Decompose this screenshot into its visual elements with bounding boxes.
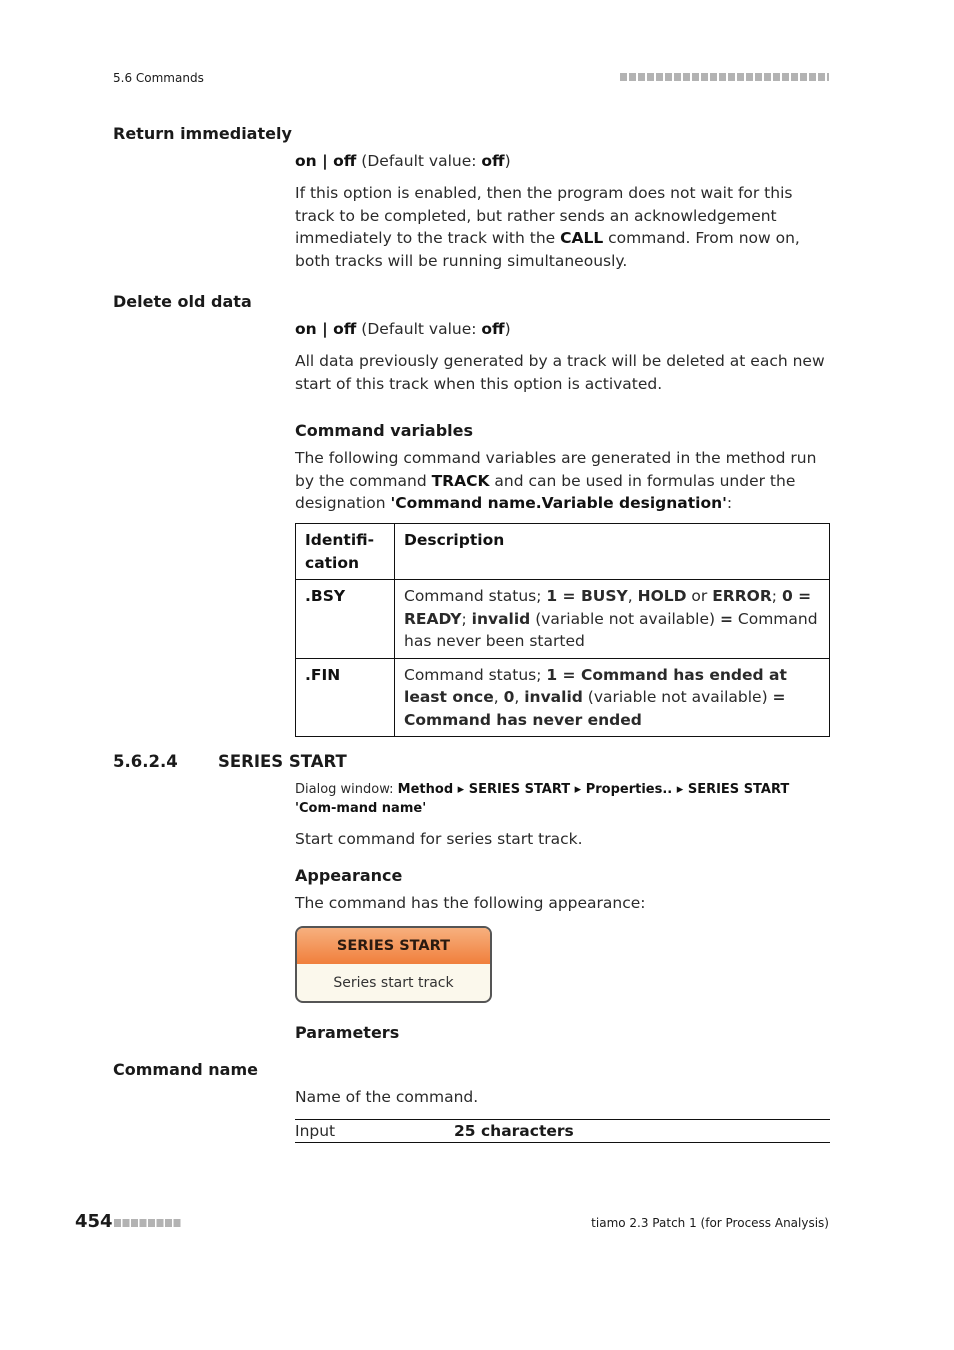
- param-title-delete-old-data: Delete old data: [113, 292, 252, 311]
- section-title: SERIES START: [218, 752, 347, 771]
- delete-old-data-description: All data previously generated by a track will be deleted at each new start of this track when this option is activated.: [295, 352, 825, 393]
- command-box-subtitle: Series start track: [333, 975, 454, 991]
- input-label: Input: [295, 1122, 336, 1140]
- command-variables-heading: Command variables: [295, 421, 473, 440]
- variable-description: Command status; 1 = Command has ended at least once, 0, invalid (variable not available) = Command has never ended: [395, 658, 830, 737]
- command-variables-table: [295, 523, 830, 737]
- footer-product: tiamo 2.3 Patch 1 (for Process Analysis): [591, 1216, 829, 1230]
- command-name-description: Name of the command.: [295, 1088, 479, 1106]
- return-immediately-description: If this option is enabled, then the program does not wait for this track to be completed, but rather sends an acknowledgement immediately to the track with the CALL command. From now on, both tracks will be running simultaneously.: [295, 184, 800, 270]
- appearance-text: The command has the following appearance:: [295, 894, 646, 912]
- table-row: [296, 580, 830, 659]
- delete-old-data-options: on | off (Default value: off): [295, 320, 511, 338]
- section-number: 5.6.2.4: [113, 752, 178, 771]
- dialog-window-path: Dialog window: Method ▸ SERIES START ▸ Properties.. ▸ SERIES START 'Com-mand name': [295, 782, 790, 816]
- section-description: Start command for series start track.: [295, 830, 583, 848]
- header-decoration: [620, 73, 829, 81]
- appearance-heading: Appearance: [295, 866, 403, 885]
- col-description: Description: [395, 524, 830, 580]
- return-immediately-options: on | off (Default value: off): [295, 152, 511, 170]
- param-title-return-immediately: Return immediately: [113, 124, 292, 143]
- command-box-title: SERIES START: [297, 928, 490, 964]
- variable-description: Command status; 1 = BUSY, HOLD or ERROR; 0 = READY; invalid (variable not available) = Command has never been started: [395, 580, 830, 659]
- running-header-section: 5.6 Commands: [113, 71, 204, 85]
- series-start-command-box: [295, 926, 492, 1003]
- input-row-divider: [295, 1142, 830, 1143]
- variable-id: .BSY: [296, 580, 395, 659]
- input-value: 25 characters: [454, 1122, 574, 1140]
- param-title-command-name: Command name: [113, 1060, 258, 1079]
- col-identification: Identifi- cation: [296, 524, 395, 580]
- page-number: 454: [75, 1211, 113, 1232]
- parameters-heading: Parameters: [295, 1023, 400, 1042]
- table-header-row: [296, 524, 830, 580]
- variable-id: .FIN: [296, 658, 395, 737]
- command-variables-intro: The following command variables are generated in the method run by the command TRACK and can be used in formulas under the designation 'Command name.Variable designation':: [295, 449, 817, 512]
- footer-decoration: [114, 1219, 182, 1227]
- table-row: [296, 658, 830, 737]
